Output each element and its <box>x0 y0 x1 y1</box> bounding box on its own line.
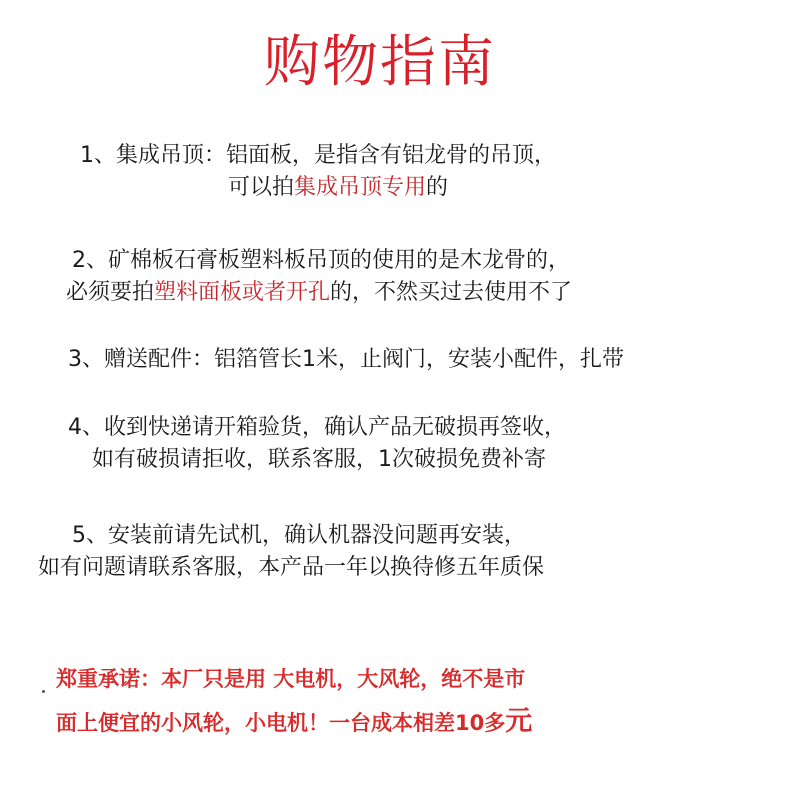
guide-item-1-highlight: 集成吊顶专用 <box>294 175 427 200</box>
guide-item-5-line-1: 5、安装前请先试机，确认机器没问题再安装， <box>72 523 526 548</box>
guide-item-4-line-2: 如有破损请拒收，联系客服，1次破损免费补寄 <box>92 447 546 472</box>
stray-dot <box>42 690 45 693</box>
page-title: 购物指南 <box>264 30 496 95</box>
promise-line-2 <box>56 705 532 740</box>
guide-item-3-line-1: 3、赠送配件：铝箔管长1米，止阀门，安装小配件，扎带 <box>68 347 624 372</box>
guide-item-1-line-1: 1、集成吊顶：铝面板，是指含有铝龙骨的吊顶， <box>80 143 556 168</box>
guide-item-1-line-2 <box>228 172 448 204</box>
guide-item-2-text-end: 的，不然买过去使用不了 <box>330 280 573 305</box>
promise-line-1: 郑重承诺：本厂只是用 大电机，大风轮，绝不是市 <box>56 667 526 691</box>
guide-item-2-text: 必须要拍 <box>66 280 155 305</box>
guide-item-4-line-1: 4、收到快递请开箱验货，确认产品无破损再签收， <box>68 415 566 440</box>
guide-item-2-line-1: 2、矿棉板石膏板塑料板吊顶的使用的是木龙骨的， <box>72 248 570 273</box>
guide-item-1-text: 可以拍 <box>228 175 295 200</box>
guide-item-1-text-end: 的 <box>426 175 449 200</box>
guide-item-5-line-2: 如有问题请联系客服，本产品一年以换待修五年质保 <box>38 555 545 580</box>
promise-line-2-text: 面上便宜的小风轮，小电机！一台成本相差10多 <box>56 711 506 735</box>
guide-item-2-line-2 <box>66 277 572 309</box>
promise-yuan: 元 <box>505 706 533 737</box>
guide-item-2-highlight: 塑料面板或者开孔 <box>154 280 331 305</box>
